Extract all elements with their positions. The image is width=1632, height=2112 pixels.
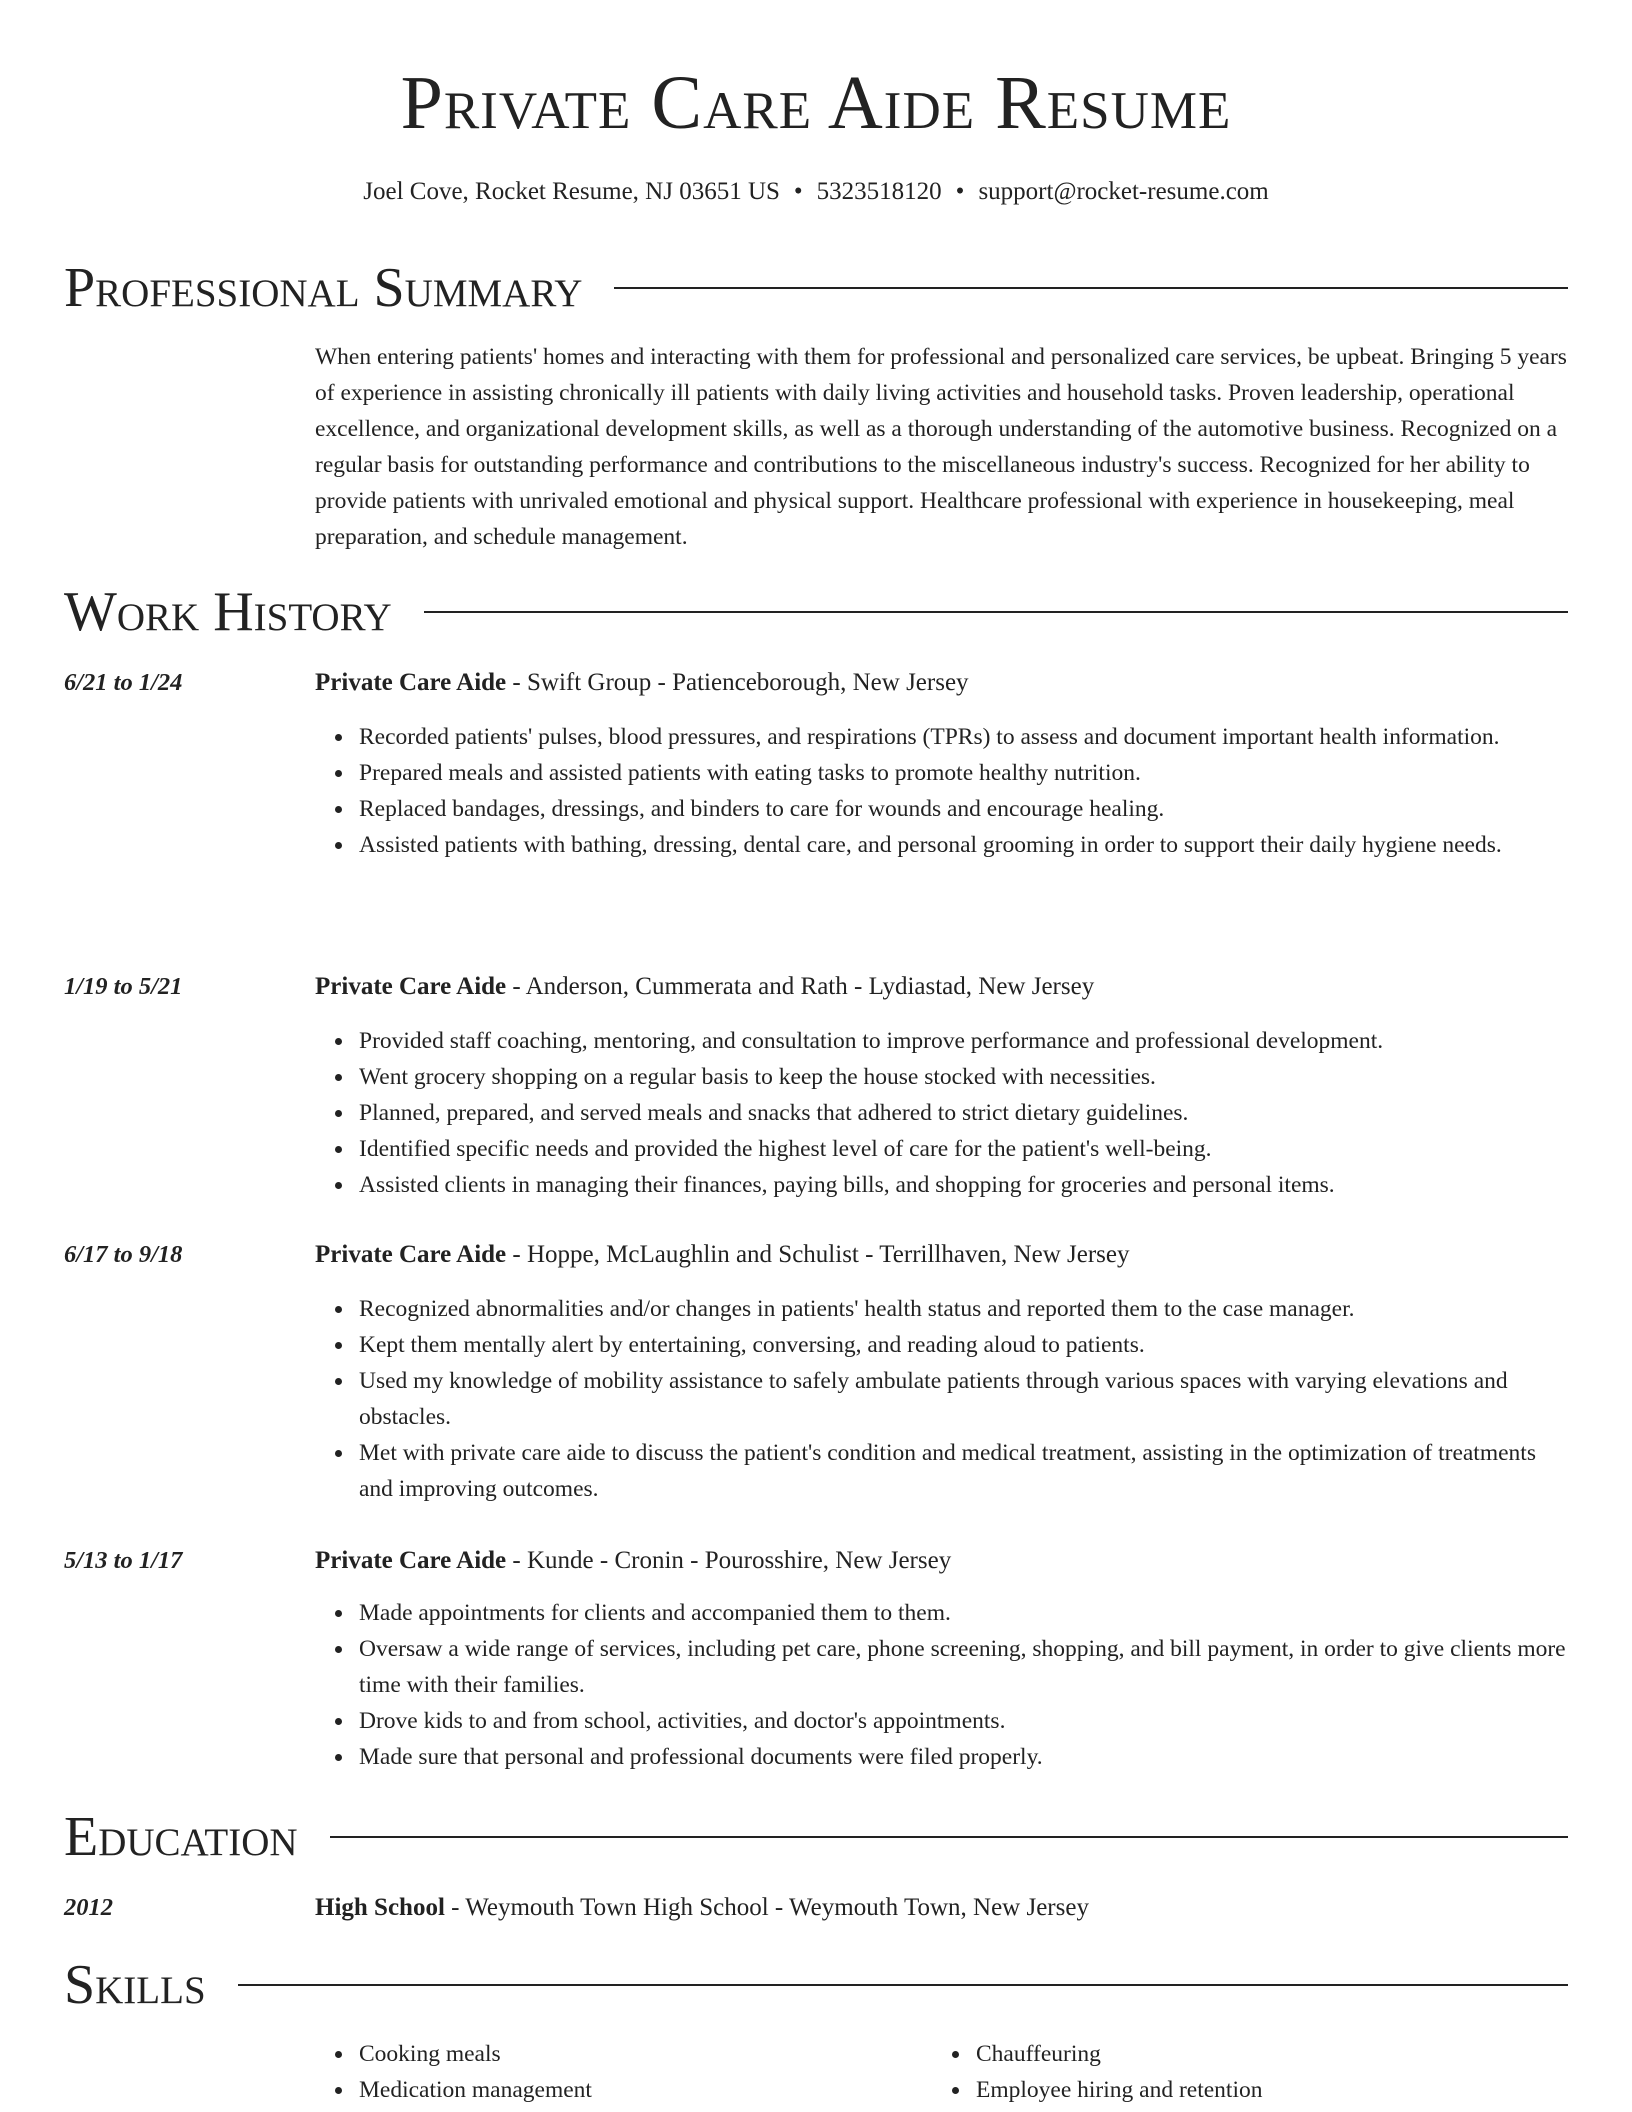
education-year: 2012 [64, 1894, 113, 1921]
list-item: Prepared meals and assisted patients with eating tasks to promote healthy nutrition. [359, 755, 1573, 791]
list-item: Made appointments for clients and accompanied them to them. [359, 1595, 1573, 1631]
section-title-education: Education [64, 1806, 298, 1868]
list-item: Drove kids to and from school, activities, and doctor's appointments. [359, 1703, 1573, 1739]
skill-item: Medication management [359, 2072, 1573, 2108]
skills-list-right [932, 2036, 1632, 2108]
job-header [315, 666, 1573, 700]
job-title: Private Care Aide [315, 973, 507, 1000]
job-bullets [315, 1291, 1573, 1507]
job-details: - Swift Group - Patienceborough, New Jersey [506, 669, 969, 696]
contact-phone: 5323518120 [816, 178, 942, 205]
list-item: Planned, prepared, and served meals and snacks that adhered to strict dietary guidelines. [359, 1095, 1573, 1131]
section-divider [330, 1836, 1568, 1838]
education-header [315, 1891, 1573, 1925]
job-details: - Hoppe, McLaughlin and Schulist - Terrillhaven, New Jersey [506, 1241, 1130, 1268]
section-divider [614, 287, 1568, 289]
list-item: Provided staff coaching, mentoring, and consultation to improve performance and professional development. [359, 1023, 1573, 1059]
job-header [315, 1544, 1573, 1578]
summary-text: When entering patients' homes and interacting with them for professional and personalized care services, be upbeat. Bringing 5 years of experience in assisting chronically ill patients with daily living activities and household tasks. Proven leadership, operational excellence, and organizational development skills, as well as a thorough understanding of the automotive business. Recognized on a regular basis for outstanding performance and contributions to the miscellaneous industry's success. Recognized for her ability to provide patients with unrivaled emotional and physical support. Healthcare professional with experience in housekeeping, meal preparation, and schedule management. [315, 344, 1567, 550]
section-header-skills [64, 1955, 1568, 2015]
job-bullets [315, 1595, 1573, 1775]
job-bullets [315, 1023, 1573, 1203]
list-item: Kept them mentally alert by entertaining, conversing, and reading aloud to patients. [359, 1327, 1573, 1363]
job-dates: 1/19 to 5/21 [64, 973, 183, 1000]
section-title-work: Work History [64, 581, 392, 643]
list-item: Went grocery shopping on a regular basis to keep the house stocked with necessities. [359, 1059, 1573, 1095]
list-item: Identified specific needs and provided the highest level of care for the patient's well-being. [359, 1131, 1573, 1167]
skill-item: Chauffeuring [976, 2036, 1632, 2072]
job-dates: 5/13 to 1/17 [64, 1547, 183, 1574]
skill-item: Cooking meals [359, 2036, 1573, 2072]
job-dates: 6/21 to 1/24 [64, 669, 183, 696]
skill-item: Employee hiring and retention [976, 2072, 1632, 2108]
job-title: Private Care Aide [315, 1241, 507, 1268]
section-header-education [64, 1807, 1568, 1867]
list-item: Assisted clients in managing their finances, paying bills, and shopping for groceries and personal items. [359, 1167, 1573, 1203]
job-title: Private Care Aide [315, 669, 507, 696]
job-header [315, 970, 1573, 1004]
list-item: Assisted patients with bathing, dressing, dental care, and personal grooming in order to support their daily hygiene needs. [359, 827, 1573, 863]
job-title: Private Care Aide [315, 1547, 507, 1574]
section-title-summary: Professional Summary [64, 257, 583, 319]
list-item: Oversaw a wide range of services, including pet care, phone screening, shopping, and bill payment, in order to give clients more time with their families. [359, 1631, 1573, 1703]
list-item: Used my knowledge of mobility assistance to safely ambulate patients through various spaces with varying elevations and obstacles. [359, 1363, 1573, 1435]
section-header-summary [64, 258, 1568, 318]
contact-line [0, 176, 1632, 208]
resume-title: Private Care Aide Resume [400, 61, 1232, 145]
list-item: Recorded patients' pulses, blood pressures, and respirations (TPRs) to assess and document important health information. [359, 719, 1573, 755]
contact-separator: • [793, 178, 803, 205]
list-item: Replaced bandages, dressings, and binders to care for wounds and encourage healing. [359, 791, 1573, 827]
section-title-skills: Skills [64, 1954, 206, 2016]
job-details: - Anderson, Cummerata and Rath - Lydiastad, New Jersey [506, 973, 1095, 1000]
job-dates: 6/17 to 9/18 [64, 1241, 183, 1268]
job-bullets [315, 719, 1573, 863]
list-item: Recognized abnormalities and/or changes in patients' health status and reported them to the case manager. [359, 1291, 1573, 1327]
section-divider [238, 1984, 1568, 1986]
contact-address: Joel Cove, Rocket Resume, NJ 03651 US [363, 178, 780, 205]
education-degree: High School [315, 1894, 445, 1921]
list-item: Met with private care aide to discuss the patient's condition and medical treatment, assisting in the optimization of treatments and improving outcomes. [359, 1435, 1573, 1507]
contact-email: support@rocket-resume.com [978, 178, 1269, 205]
contact-separator: • [955, 178, 965, 205]
section-header-work [64, 582, 1568, 642]
education-details: - Weymouth Town High School - Weymouth Town, New Jersey [444, 1894, 1089, 1921]
job-header [315, 1238, 1573, 1272]
section-divider [424, 611, 1568, 613]
job-details: - Kunde - Cronin - Pourosshire, New Jersey [506, 1547, 952, 1574]
list-item: Made sure that personal and professional documents were filed properly. [359, 1739, 1573, 1775]
